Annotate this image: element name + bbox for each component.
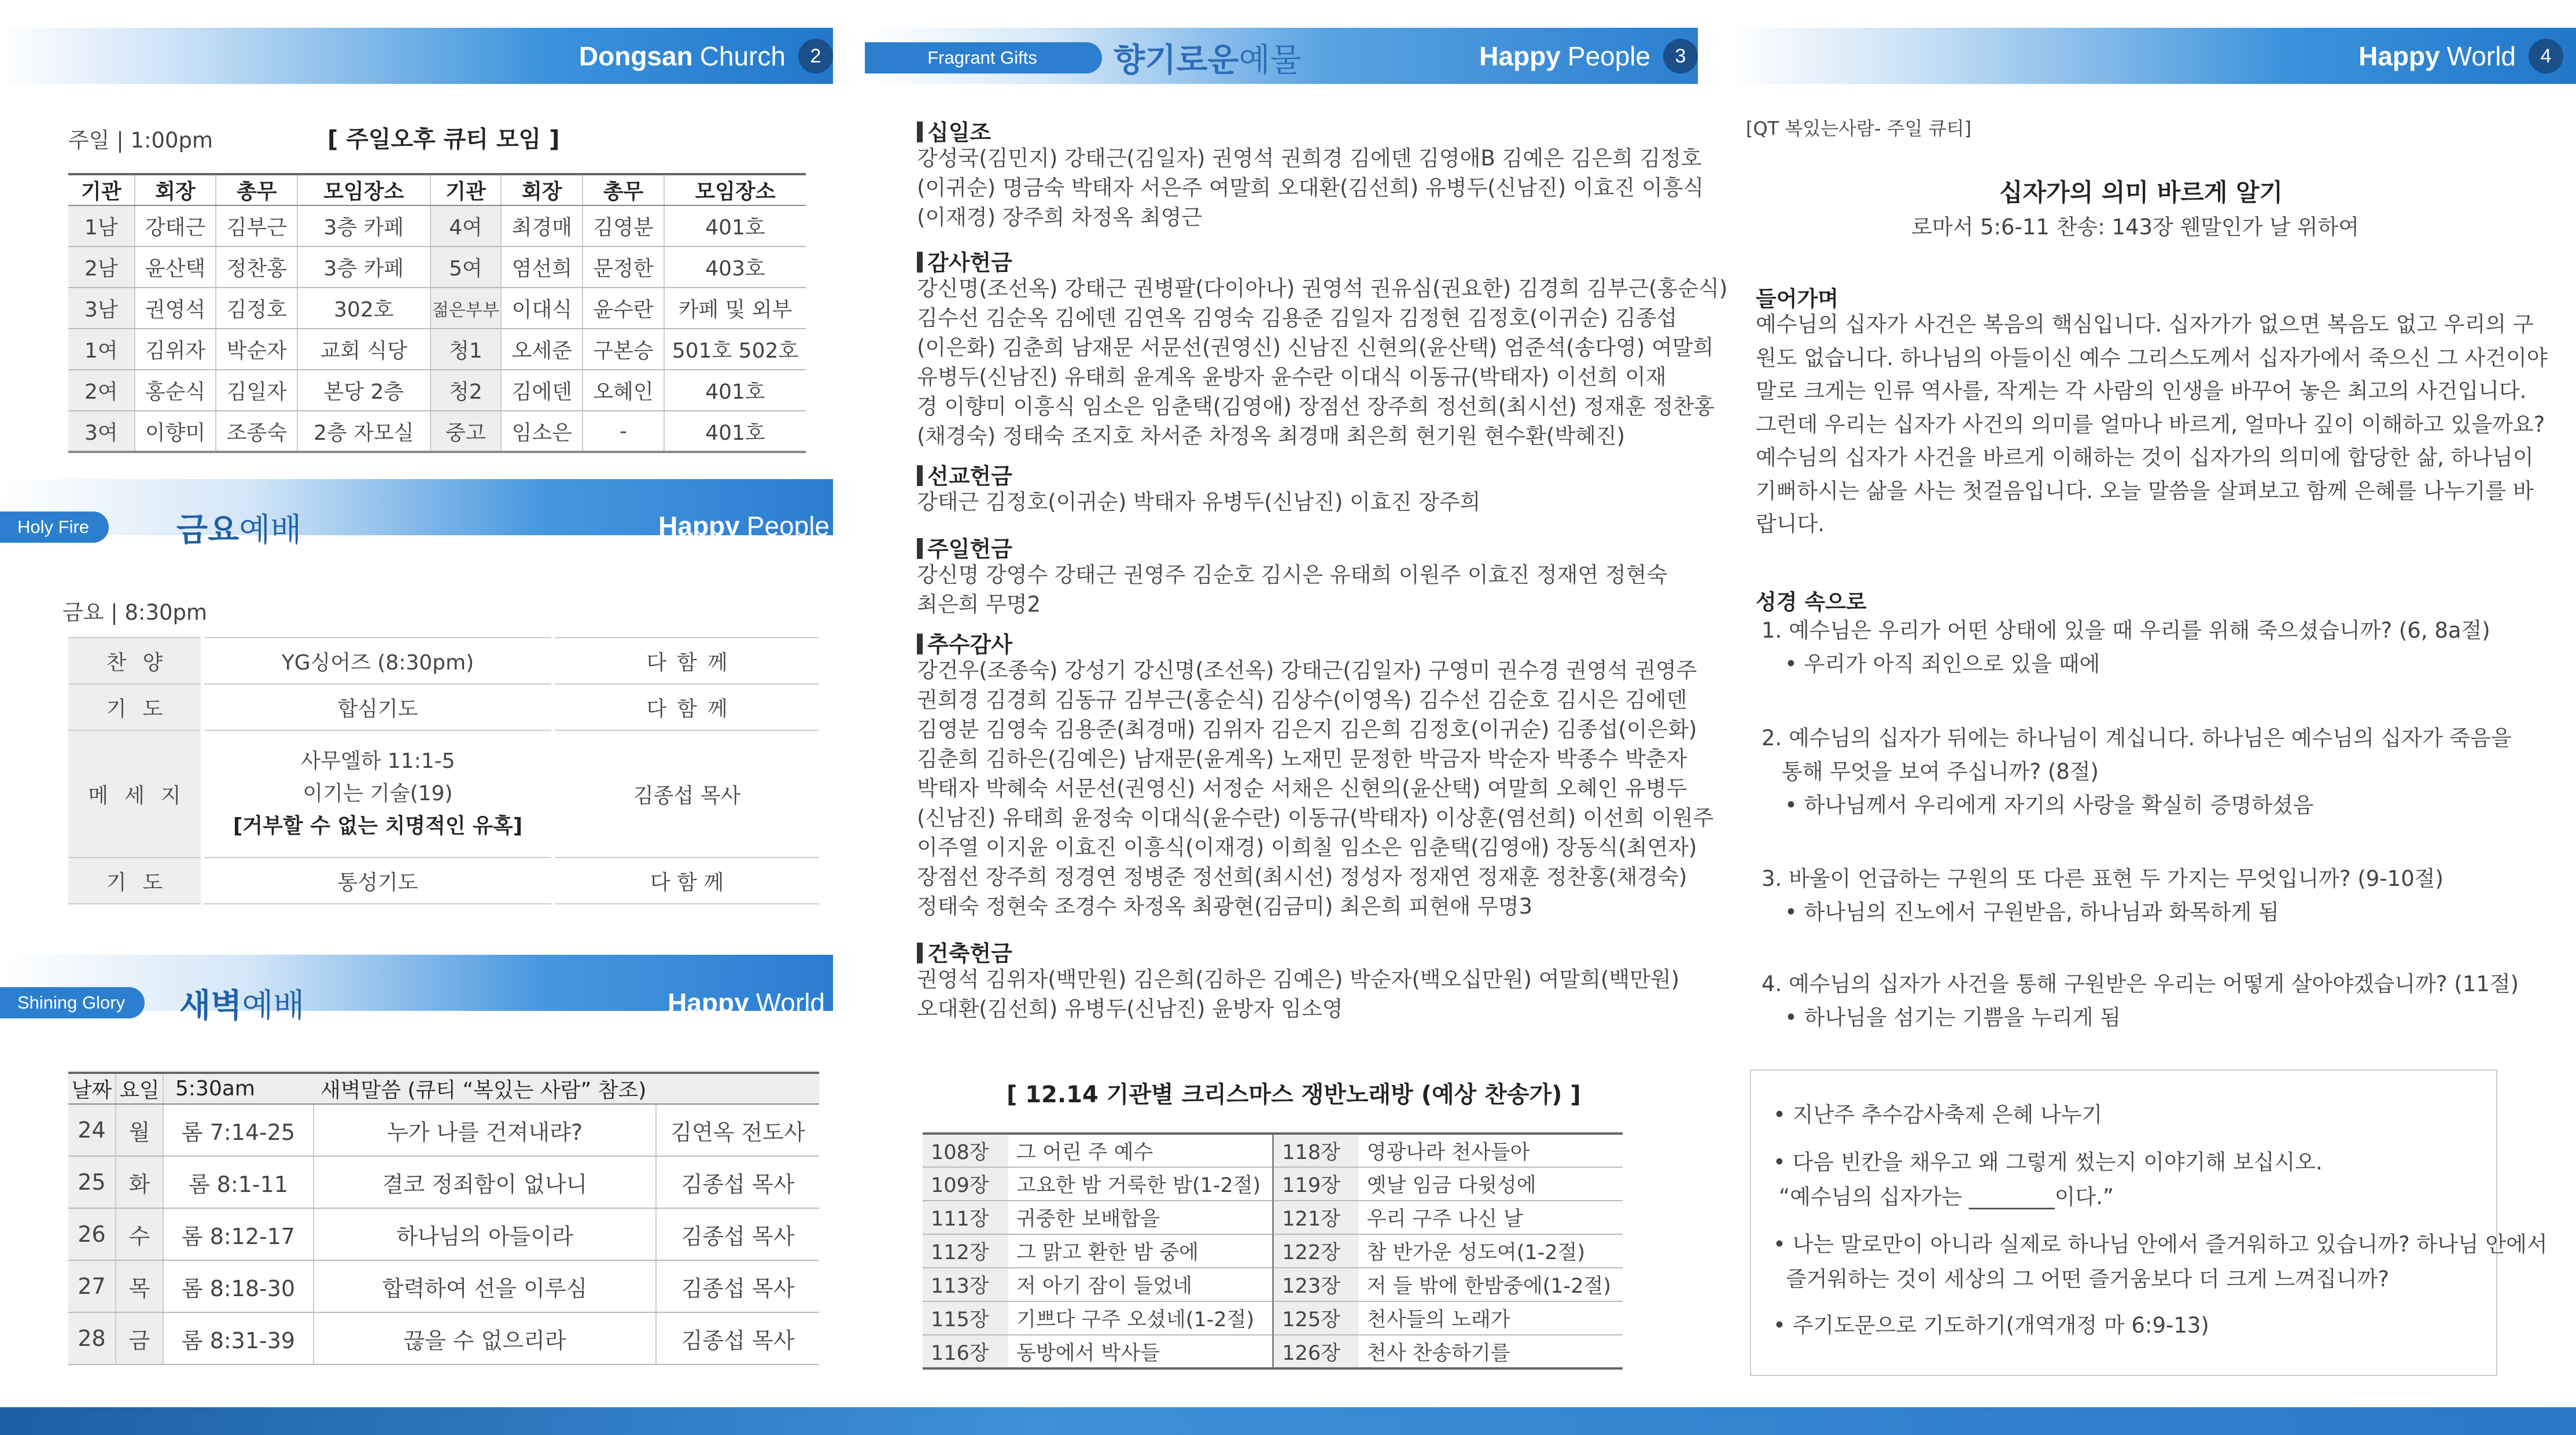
table-cell: 귀중한 보배합을 (1008, 1201, 1273, 1234)
table-cell: 26 (68, 1208, 116, 1260)
table-header-row (68, 174, 806, 205)
offering-line: 이주열 이지윤 이효진 이흥식(이재경) 이희칠 임소은 임춘택(김영애) 장동식(최연자) (917, 835, 1697, 860)
cell-time: 주일 | 1:00pm (68, 128, 213, 153)
table-cell: 109장 (923, 1167, 1008, 1201)
table-cell: 구본승 (583, 329, 664, 370)
dawn-title-light: 예배 (242, 987, 305, 1025)
table-cell: 119장 (1273, 1167, 1359, 1201)
offering-line: 권희경 김경희 김동규 김부근(홍순식) 김상수(이영옥) 김수선 김순호 김시은 김에덴 (917, 687, 1687, 712)
table-cell: 강태근 (135, 205, 216, 246)
table-cell: 125장 (1273, 1301, 1359, 1335)
intro-line: 말로 크게는 인류 역사를, 작게는 각 사람의 인생을 바꾸어 놓은 최고의 사건입니다. (1756, 378, 2527, 403)
table-row (923, 1335, 1623, 1368)
friday-order-table (68, 637, 819, 904)
worship-label: 찬양 (68, 638, 202, 684)
dawn-pill: Shining Glory (0, 987, 145, 1018)
table-cell: 2층 자모실 (297, 411, 430, 452)
table-cell: 우리 구주 나신 날 (1359, 1201, 1623, 1234)
table-cell: 김부근 (216, 205, 297, 246)
table-cell: 정찬홍 (216, 246, 297, 288)
table-row (923, 1268, 1623, 1301)
offering-line: (이은화) 김춘희 남재문 서문선(권영신) 신남진 신현의(윤산택) 엄준석(송다영) 여말희 (917, 335, 1714, 360)
table-row (68, 1156, 819, 1208)
table-cell: 24 (68, 1104, 116, 1156)
offering-line: 강건우(조종숙) 강성기 강신명(조선옥) 강태근(김일자) 구영미 권수경 권영석 권영주 (917, 658, 1697, 683)
page-3-right-light: People (1567, 41, 1650, 71)
discussion-item: • 주기도문으로 기도하기(개역개정 마 6:9-13) (1773, 1313, 2209, 1338)
discussion-item: “예수님의 십자가는 ________이다.” (1779, 1184, 2114, 1209)
table-cell: 중고 (430, 411, 502, 452)
page-4-right-bold: Happy (2358, 41, 2440, 71)
table-cell: 기쁘다 구주 오셨네(1-2절) (1008, 1301, 1273, 1335)
sermon-line: 사무엘하 11:1-5 (300, 749, 455, 773)
worship-content: 통성기도 (202, 858, 553, 904)
table-cell: 그 어린 주 예수 (1008, 1134, 1273, 1167)
worship-row (68, 858, 819, 904)
table-row (68, 1208, 819, 1260)
table-cell: 302호 (297, 288, 430, 329)
dawn-header-row (68, 1073, 819, 1104)
carol-rows (923, 1134, 1623, 1368)
table-cell: 권영석 (135, 288, 216, 329)
table-cell: 401호 (664, 411, 806, 452)
friday-time: 금요 | 8:30pm (62, 600, 208, 625)
offering-line: 정태숙 정현숙 조경수 차정옥 최광현(김금미) 최은희 피현애 무명3 (917, 894, 1533, 919)
table-cell: 교회 식당 (297, 329, 430, 370)
table-row (68, 205, 806, 246)
offering-line: 권영석 김위자(백만원) 김은희(김하은 김예은) 박순자(백오십만원) 여말희(백만원) (917, 967, 1680, 992)
offering-line: 강신명 강영수 강태근 권영주 김순호 김시은 유태희 이원주 이효진 정재연 정현숙 (917, 562, 1668, 587)
table-cell: 월 (116, 1104, 163, 1156)
offering-names (917, 487, 1738, 517)
table-cell: 501호 502호 (664, 329, 806, 370)
table-cell: 121장 (1273, 1201, 1359, 1234)
page-2-header-brand (579, 28, 833, 84)
table-cell: 3층 카페 (297, 205, 430, 246)
offering-line: 강태근 김정호(이귀순) 박태자 유병두(신남진) 이효진 장주희 (917, 490, 1481, 514)
dawn-right-light: World (756, 987, 825, 1018)
intro-line: 원도 없습니다. 하나님의 아들이신 예수 그리스도께서 십자가에서 죽으신 그 사건이야 (1756, 345, 2548, 370)
column-header: 회장 (135, 174, 216, 205)
intro-heading: 들어가며 (1756, 286, 1838, 311)
brand-suffix: Church (699, 41, 786, 71)
table-cell: 401호 (664, 370, 806, 411)
carol-table (923, 1132, 1623, 1370)
page-2 (0, 0, 833, 1435)
dawn-title (179, 980, 304, 1026)
table-cell: 25 (68, 1156, 116, 1208)
page-4-right-light: World (2446, 41, 2516, 71)
intro-line: 예수님의 십자가 사건은 복음의 핵심입니다. 십자가가 없으면 복음도 없고 우리의 구 (1756, 312, 2534, 337)
worship-leader: 김종섭 목사 (553, 730, 819, 858)
offering-heading: 감사헌금 (917, 245, 1012, 277)
table-cell: 고요한 밤 거룩한 밤(1-2절) (1008, 1167, 1273, 1201)
table-cell: 2남 (68, 246, 135, 288)
friday-right-light: People (746, 510, 830, 541)
column-header: 기관 (68, 174, 135, 205)
table-cell: 김정호 (216, 288, 297, 329)
intro-line: 랍니다. (1756, 512, 1825, 536)
question-cont: 통해 무엇을 보여 주십니까? (8절) (1782, 759, 2099, 784)
table-row (68, 288, 806, 329)
table-cell: 롬 8:12-17 (163, 1208, 314, 1260)
table-cell: 126장 (1273, 1335, 1359, 1368)
worship-leader: 다함께 (553, 684, 819, 730)
column-header: 총무 (583, 174, 664, 205)
table-cell: 108장 (923, 1134, 1008, 1167)
table-cell: 김종섭 목사 (656, 1156, 819, 1208)
table-cell: 김종섭 목사 (656, 1208, 819, 1260)
table-cell: 123장 (1273, 1268, 1359, 1301)
table-cell: 이향미 (135, 411, 216, 452)
table-cell: 롬 7:14-25 (163, 1104, 314, 1156)
answer: • 하나님을 섬기는 기쁨을 누리게 됨 (1785, 1005, 2121, 1030)
table-cell: 수 (116, 1208, 163, 1260)
table-cell: 111장 (923, 1201, 1008, 1234)
table-cell: 27 (68, 1260, 116, 1312)
dawn-right (668, 974, 825, 1031)
friday-pill: Holy Fire (0, 512, 109, 543)
offering-line: 최은희 무명2 (917, 592, 1041, 617)
dawn-title-bold: 새벽 (179, 987, 242, 1025)
gifts-title-light: 예물 (1239, 42, 1302, 79)
table-cell: 하나님의 아들이라 (314, 1208, 656, 1260)
table-cell: 카페 및 외부 (664, 288, 806, 329)
table-cell: 403호 (664, 246, 806, 288)
offering-line: 김영분 김영숙 김용준(최경매) 김위자 김은지 김은희 김정호(이귀순) 김종섭(이은화) (917, 717, 1697, 742)
column-header: 기관 (430, 174, 502, 205)
table-cell: 윤산택 (135, 246, 216, 288)
table-cell: 김종섭 목사 (656, 1260, 819, 1312)
table-cell: 116장 (923, 1335, 1008, 1368)
table-cell: 저 들 밖에 한밤중에(1-2절) (1359, 1268, 1623, 1301)
worship-content (202, 730, 553, 858)
table-cell: 이대식 (501, 288, 583, 329)
worship-row (68, 684, 819, 730)
question: 3. 바울이 언급하는 구원의 또 다른 표현 두 가지는 무엇입니까? (9-10절) (1761, 866, 2444, 891)
offering-names (917, 560, 1738, 619)
offering-line: 장점선 장주희 정경연 정병준 정선희(최시선) 정성자 정재연 정재훈 정찬홍(채경숙) (917, 864, 1687, 889)
column-header: 날짜 (68, 1073, 116, 1104)
offering-heading: 건축헌금 (917, 936, 1012, 967)
table-cell: 3여 (68, 411, 135, 452)
table-cell: 2여 (68, 370, 135, 411)
sermon-line: 이기는 기술(19) (303, 782, 453, 805)
answer: • 우리가 아직 죄인으로 있을 때에 (1785, 652, 2100, 676)
offering-line: 경 이향미 이흥식 임소은 임춘택(김영애) 장점선 장주희 정선희(최시선) 정재훈 정찬홍 (917, 394, 1715, 419)
table-cell: 천사들의 노래가 (1359, 1301, 1623, 1335)
offering-heading: 선교헌금 (917, 458, 1012, 490)
answer: • 하나님의 진노에서 구원받음, 하나님과 화목하게 됨 (1785, 900, 2279, 925)
worship-content: YG싱어즈 (8:30pm) (202, 638, 553, 684)
table-cell: 참 반가운 성도여(1-2절) (1359, 1234, 1623, 1268)
question: 4. 예수님의 십자가 사건을 통해 구원받은 우리는 어떻게 살아야겠습니까? (11절) (1761, 972, 2519, 996)
table-cell: 5여 (430, 246, 502, 288)
worship-content: 합심기도 (202, 684, 553, 730)
table-cell: 3층 카페 (297, 246, 430, 288)
intro-line: 예수님의 십자가 사건을 바르게 이해하는 것이 십자가의 의미에 합당한 삶, 하나님이 (1756, 445, 2534, 470)
table-cell: 목 (116, 1260, 163, 1312)
table-cell: 화 (116, 1156, 163, 1208)
dawn-rows (68, 1104, 819, 1364)
worship-label: 기도 (68, 858, 202, 904)
offering-line: (채경숙) 정태숙 조지호 차서준 차정옥 최경매 최은희 현기원 현수환(박혜진) (917, 424, 1626, 448)
question: 2. 예수님의 십자가 뒤에는 하나님이 계십니다. 하나님은 예수님의 십자가 죽음을 (1761, 726, 2512, 750)
table-cell: 청2 (430, 370, 502, 411)
table-cell: 영광나라 천사들아 (1359, 1134, 1623, 1167)
table-cell: 홍순식 (135, 370, 216, 411)
table-cell: 임소은 (501, 411, 583, 452)
qt-subtitle: 로마서 5:6-11 찬송: 143장 웬말인가 날 위하여 (1911, 215, 2360, 240)
friday-title-bold: 금요 (176, 512, 239, 549)
column-header: 모임장소 (297, 174, 430, 205)
table-cell: 김연옥 전도사 (656, 1104, 819, 1156)
offering-names (917, 144, 1738, 232)
offering-line: (신남진) 유태희 윤정숙 이대식(윤수란) 이동규(박태자) 이상훈(염선희) 이선희 이원주 (917, 805, 1714, 830)
page-number: 4 (2529, 39, 2563, 73)
page-number: 3 (1663, 39, 1698, 73)
table-row (923, 1301, 1623, 1335)
intro-line: 그런데 우리는 십자가 사건의 의미를 얼마나 바르게, 얼마나 깊이 이해하고 있을까요? (1756, 411, 2545, 437)
table-cell: 4여 (430, 205, 502, 246)
offering-names (917, 965, 1738, 1024)
table-cell: 112장 (923, 1234, 1008, 1268)
table-row (68, 1104, 819, 1156)
table-cell: 롬 8:1-11 (163, 1156, 314, 1208)
table-cell: 합력하여 선을 이루심 (314, 1260, 656, 1312)
cell-group-table (68, 173, 806, 453)
table-cell: 롬 8:31-39 (163, 1312, 314, 1364)
table-cell: 옛날 임금 다윗성에 (1359, 1167, 1623, 1201)
table-cell: 그 맑고 환한 밤 중에 (1008, 1234, 1273, 1268)
discussion-item: • 다음 빈칸을 채우고 왜 그렇게 썼는지 이야기해 보십시오. (1773, 1150, 2323, 1175)
table-cell: 3남 (68, 288, 135, 329)
table-cell: 젊은부부 (430, 288, 502, 329)
offering-heading: 추수감사 (917, 627, 1012, 658)
table-cell: 조종숙 (216, 411, 297, 452)
table-row (68, 329, 806, 370)
table-cell: 저 아기 잠이 들었네 (1008, 1268, 1273, 1301)
column-header: 회장 (501, 174, 583, 205)
column-header: 요일 (116, 1073, 163, 1104)
table-cell: 염선희 (501, 246, 583, 288)
column-header: 5:30am (163, 1073, 314, 1104)
dawn-schedule-table (68, 1072, 819, 1365)
offering-line: 강신명(조선옥) 강태근 권병팔(다이아나) 권영석 권유심(권요한) 김경희 김부근(홍순식) (917, 276, 1728, 301)
worship-leader: 다함께 (553, 638, 819, 684)
page-number: 2 (798, 39, 833, 73)
offering-line: (이재경) 장주희 차정옥 최영근 (917, 205, 1203, 230)
table-cell: 누가 나를 건져내랴? (314, 1104, 656, 1156)
gifts-title (1114, 35, 1302, 81)
offering-heading: 주일헌금 (917, 531, 1012, 563)
question: 1. 예수님은 우리가 어떤 상태에 있을 때 우리를 위해 죽으셨습니까? (6, 8a절) (1761, 618, 2490, 643)
offering-line: 강성국(김민지) 강태근(김일자) 권영석 권희경 김에덴 김영애B 김예은 김은희 김정호 (917, 146, 1702, 171)
table-row (923, 1167, 1623, 1201)
table-cell: 1남 (68, 205, 135, 246)
table-row (68, 1260, 819, 1312)
table-cell: 박순자 (216, 329, 297, 370)
table-cell: 오혜인 (583, 370, 664, 411)
table-cell: 천사 찬송하기를 (1359, 1335, 1623, 1368)
column-header: 모임장소 (664, 174, 806, 205)
answer: • 하나님께서 우리에게 자기의 사랑을 확실히 증명하셨음 (1785, 793, 2314, 818)
brand-name: Dongsan (578, 41, 693, 71)
table-cell: 롬 8:18-30 (163, 1260, 314, 1312)
table-row (68, 370, 806, 411)
table-cell: 윤수란 (583, 288, 664, 329)
offering-line: 김춘희 김하은(김예은) 남재문(윤계옥) 노재민 문정한 박금자 박순자 박종수 박춘자 (917, 746, 1687, 771)
table-cell: 끊을 수 없으리라 (314, 1312, 656, 1364)
page-3-right (1479, 28, 1698, 84)
table-cell: - (583, 411, 664, 452)
table-cell: 1여 (68, 329, 135, 370)
friday-right (658, 498, 830, 554)
table-row (68, 411, 806, 452)
friday-title (176, 505, 301, 551)
table-cell: 122장 (1273, 1234, 1359, 1268)
table-cell: 김일자 (216, 370, 297, 411)
table-cell: 최경매 (501, 205, 583, 246)
discussion-item: 즐거워하는 것이 세상의 그 어떤 즐거움보다 더 크게 느껴집니까? (1786, 1267, 2390, 1292)
cell-title: [ 주일오후 큐티 모임 ] (327, 126, 560, 153)
page-4-right (2358, 28, 2563, 84)
worship-row (68, 638, 819, 684)
offering-line: 유병두(신남진) 유태희 윤계옥 윤방자 윤수란 이대식 이동규(박태자) 이선희 이재 (917, 365, 1667, 389)
table-cell: 113장 (923, 1268, 1008, 1301)
table-cell: 청1 (430, 329, 502, 370)
friday-title-light: 예배 (239, 512, 302, 549)
table-row (923, 1201, 1623, 1234)
footer-bar (0, 1407, 2576, 1435)
table-row (68, 246, 806, 288)
table-cell: 결코 정죄함이 없나니 (314, 1156, 656, 1208)
table-cell: 118장 (1273, 1134, 1359, 1167)
qt-title: 십자가의 의미 바르게 알기 (1999, 178, 2283, 207)
offering-names (917, 656, 1738, 921)
worship-leader: 다 함 께 (553, 858, 819, 904)
table-cell: 115장 (923, 1301, 1008, 1335)
table-cell: 28 (68, 1312, 116, 1364)
bible-heading: 성경 속으로 (1756, 590, 1867, 615)
table-cell: 김종섭 목사 (656, 1312, 819, 1364)
sermon-title: [거부할 수 없는 치명적인 유혹] (233, 814, 523, 838)
offering-line: (이귀순) 명금숙 박태자 서은주 여말희 오대환(김선희) 유병두(신남진) 이효진 이흥식 (917, 175, 1704, 200)
table-cell: 김위자 (135, 329, 216, 370)
worship-label: 기도 (68, 684, 202, 730)
page-3-right-bold: Happy (1479, 41, 1561, 71)
table-cell: 본당 2층 (297, 370, 430, 411)
column-header: 총무 (216, 174, 297, 205)
table-cell: 401호 (664, 205, 806, 246)
carol-title: [ 12.14 기관별 크리스마스 쟁반노래방 (예상 찬송가) ] (1007, 1081, 1581, 1108)
discussion-item: • 지난주 추수감사축제 은혜 나누기 (1773, 1102, 2103, 1127)
table-row (923, 1234, 1623, 1268)
table-body (68, 205, 806, 452)
column-header: 새벽말씀 (큐티 “복있는 사람” 참조) (314, 1073, 656, 1104)
offering-names (917, 274, 1738, 451)
table-cell: 오세준 (501, 329, 583, 370)
column-header (656, 1073, 819, 1104)
table-cell: 문정한 (583, 246, 664, 288)
offering-heading: 십일조 (917, 115, 991, 146)
worship-label: 메세지 (68, 730, 202, 858)
qt-label: [QT 복있는사람- 주일 큐티] (1746, 117, 1971, 139)
offering-line: 박태자 박혜숙 서문선(권영신) 서정순 서채은 신현의(윤산택) 여말희 오혜인 유병두 (917, 776, 1687, 801)
friday-right-bold: Happy (658, 510, 740, 541)
offering-line: 오대환(김선희) 유병두(신남진) 윤방자 임소영 (917, 996, 1343, 1021)
table-cell: 김에덴 (501, 370, 583, 411)
worship-row (68, 730, 819, 858)
friday-rows (68, 638, 819, 904)
gifts-title-bold: 향기로운 (1114, 42, 1239, 79)
table-cell: 동방에서 박사들 (1008, 1335, 1273, 1368)
dawn-right-bold: Happy (668, 987, 749, 1018)
gifts-pill: Fragrant Gifts (865, 42, 1102, 73)
table-row (923, 1134, 1623, 1167)
table-cell: 김영분 (583, 205, 664, 246)
table-row (68, 1312, 819, 1364)
table-cell: 금 (116, 1312, 163, 1364)
discussion-item: • 나는 말로만이 아니라 실제로 하나님 안에서 즐거워하고 있습니까? 하나님 안에서 (1773, 1232, 2548, 1257)
offering-line: 김수선 김순옥 김에덴 김연옥 김영숙 김용준 김일자 김정현 김정호(이귀순) 김종섭 (917, 306, 1678, 330)
intro-line: 기뻐하시는 삶을 사는 첫걸음입니다. 오늘 말씀을 살펴보고 함께 은혜를 나누기를 바 (1756, 478, 2534, 503)
